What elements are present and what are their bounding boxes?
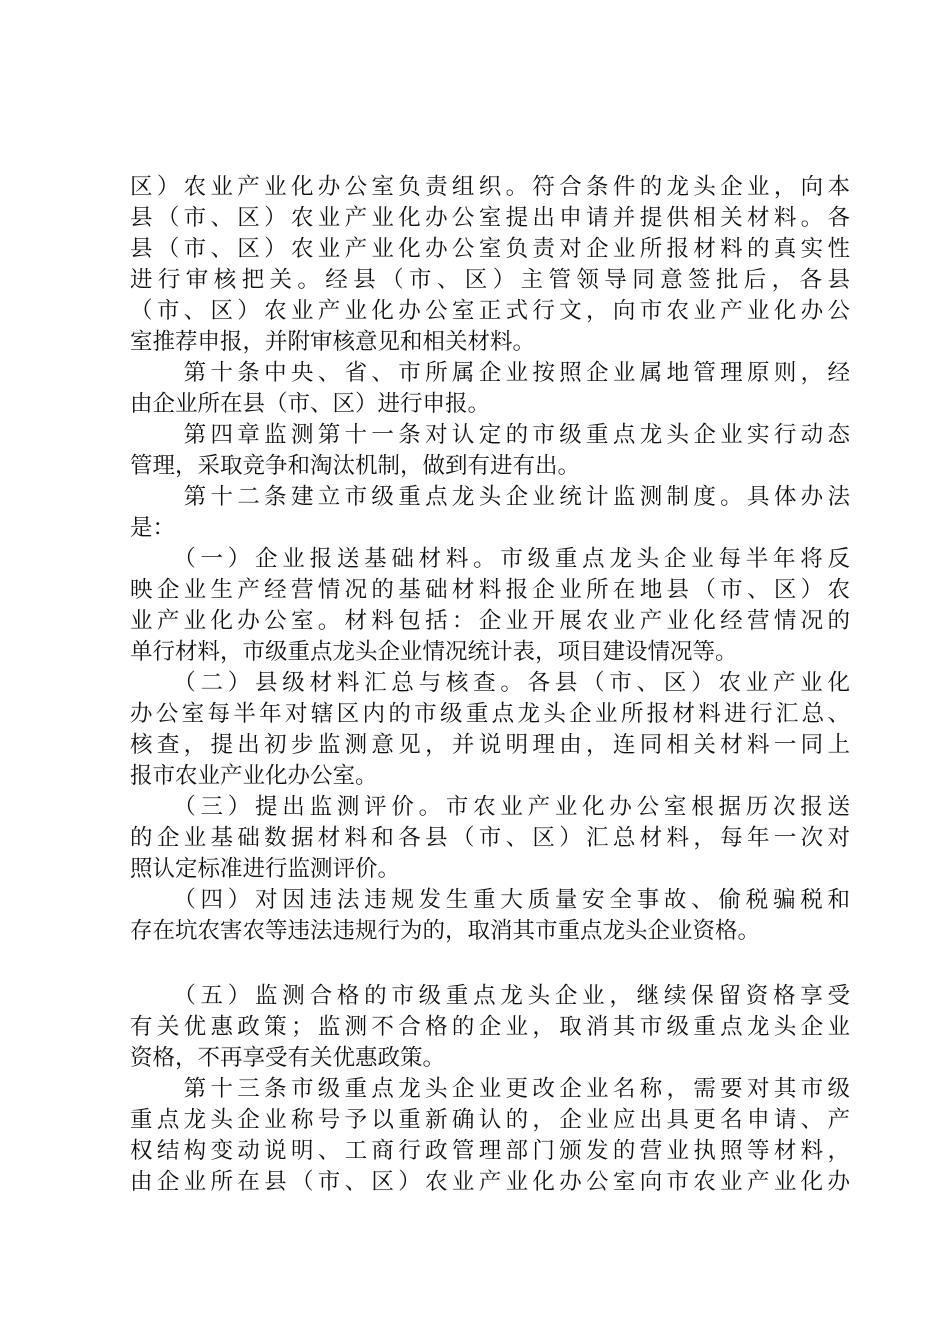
text-line: （市、区）农业产业化办公室正式行文，向市农业产业化办公 (130, 298, 850, 324)
text-line: 县（市、区）农业产业化办公室提出申请并提供相关材料。各 (130, 205, 850, 231)
text-line: 管理，采取竞争和淘汰机制，做到有进有出。 (130, 453, 581, 479)
text-line: 是： (130, 515, 176, 541)
text-line: 办公室每半年对辖区内的市级重点龙头企业所报材料进行汇总、 (130, 701, 850, 727)
text-line: 室推荐申报，并附审核意见和相关材料。 (130, 329, 536, 355)
text-line: 重点龙头企业称号予以重新确认的，企业应出具更名申请、产 (130, 1107, 850, 1133)
text-line: 第十条中央、省、市所属企业按照企业属地管理原则，经 (130, 360, 850, 386)
text-line: （三）提出监测评价。市农业产业化办公室根据历次报送 (130, 794, 850, 820)
text-line: 进行审核把关。经县（市、区）主管领导同意签批后，各县 (130, 267, 850, 293)
text-line: 区）农业产业化办公室负责组织。符合条件的龙头企业，向本 (130, 174, 850, 200)
text-line: 权结构变动说明、工商行政管理部门颁发的营业执照等材料， (130, 1138, 850, 1164)
text-line: （四）对因违法违规发生重大质量安全事故、偷税骗税和 (130, 887, 850, 913)
text-line: 存在坑农害农等违法违规行为的，取消其市重点龙头企业资格。 (130, 918, 761, 944)
text-line: 单行材料，市级重点龙头企业情况统计表，项目建设情况等。 (130, 639, 738, 665)
text-line: 有关优惠政策；监测不合格的企业，取消其市级重点龙头企业 (130, 1014, 850, 1040)
text-line: 第十二条建立市级重点龙头企业统计监测制度。具体办法 (130, 484, 850, 510)
paragraph-gap (130, 947, 850, 981)
text-line: 映企业生产经营情况的基础材料报企业所在地县（市、区）农 (130, 577, 850, 603)
text-line: （二）县级材料汇总与核查。各县（市、区）农业产业化 (130, 670, 850, 696)
text-line: 县（市、区）农业产业化办公室负责对企业所报材料的真实性 (130, 236, 850, 262)
text-line: 报市农业产业化办公室。 (130, 763, 378, 789)
text-line: 业产业化办公室。材料包括：企业开展农业产业化经营情况的 (130, 608, 850, 634)
text-line: （五）监测合格的市级重点龙头企业，继续保留资格享受 (130, 983, 850, 1009)
text-line: 资格，不再享受有关优惠政策。 (130, 1045, 446, 1071)
document-body (130, 172, 850, 1198)
text-line: 由企业所在县（市、区）进行申报。 (130, 391, 491, 417)
text-line: 的企业基础数据材料和各县（市、区）汇总材料，每年一次对 (130, 825, 850, 851)
text-line: （一）企业报送基础材料。市级重点龙头企业每半年将反 (130, 546, 850, 572)
text-line: 第十三条市级重点龙头企业更改企业名称，需要对其市级 (130, 1076, 850, 1102)
text-line: 第四章监测第十一条对认定的市级重点龙头企业实行动态 (130, 422, 850, 448)
text-line: 由企业所在县（市、区）农业产业化办公室向市农业产业化办 (130, 1169, 850, 1195)
text-line: 照认定标准进行监测评价。 (130, 856, 401, 882)
text-line: 核查，提出初步监测意见，并说明理由，连同相关材料一同上 (130, 732, 850, 758)
